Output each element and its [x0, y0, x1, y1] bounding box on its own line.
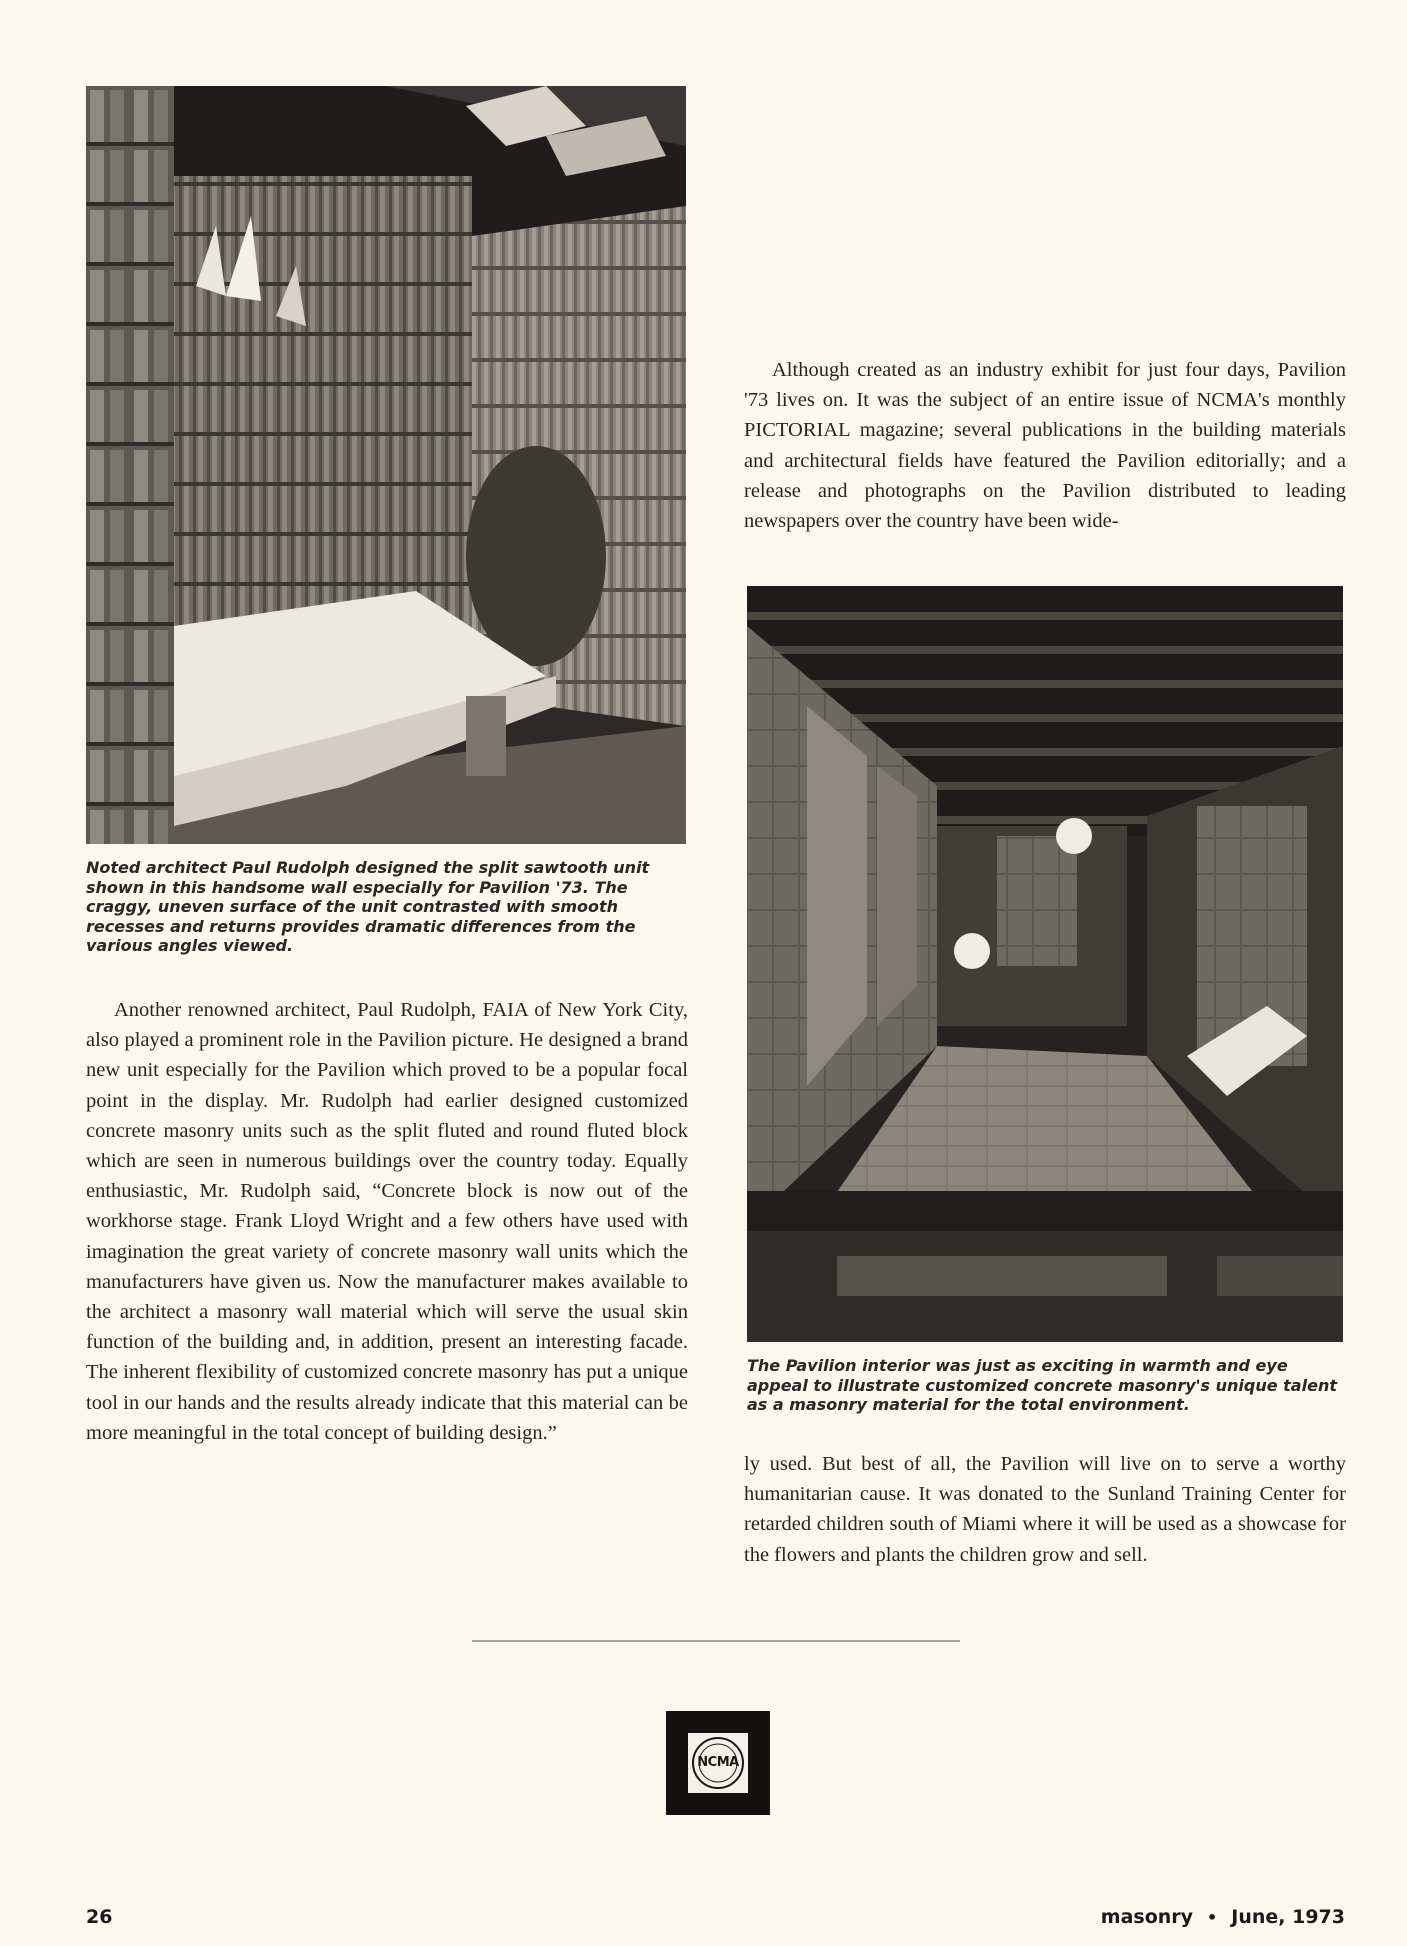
- body-paragraph-humanitarian-cause: ly used. But best of all, the Pavilion will live on to serve a worthy humanitarian cause. It was donated to the Sunland Training Center for retarded children south of Miami where it will be used as a showcase for the flowers and plants the children grow and sell.: [744, 1453, 1346, 1566]
- caption-right-photo: The Pavilion interior was just as exciting in warmth and eye appeal to illustrate customized concrete masonry's unique talent as a masonry material for the total environment.: [747, 1356, 1337, 1414]
- section-divider: [472, 1640, 960, 1642]
- footer-bullet: •: [1207, 1907, 1218, 1927]
- body-paragraph-rudolph: Another renowned architect, Paul Rudolph, FAIA of New York City, also played a prominent role in the Pavilion picture. He designed a brand new unit especially for the Pavilion which proved to be a popular focal point in the display. Mr. Rudolph had earlier designed customized concrete masonry units such as the split fluted and round fluted block which are seen in numerous buildings over the country today. Equally enthusiastic, Mr. Rudolph said, “Concrete block is now out of the workhorse stage. Frank Lloyd Wright and a few others have used with imagination the great variety of concrete masonry wall units which the manufacturers have given us. Now the manufacturer makes available to the architect a masonry wall material which will serve the usual skin function of the building and, in addition, present an interesting facade. The inherent flexibility of customized concrete masonry has put a unique tool in our hands and the results already indicate that this material can be more meaningful in the total concept of building design.”: [86, 999, 688, 1444]
- footer-publication-info: [1101, 1906, 1345, 1928]
- body-paragraph-pavilion-lives-on: Although created as an industry exhibit for just four days, Pavilion '73 lives on. It was the subject of an entire issue of NCMA's monthly PICTORIAL magazine; several publications in the building materials and architectural fields have featured the Pavilion editorially; and a release and photographs on the Pavilion distributed to leading newspapers over the country have been wide-: [744, 359, 1346, 533]
- caption-left-photo: Noted architect Paul Rudolph designed the split sawtooth unit shown in this handsome wall especially for Pavilion '73. The craggy, uneven surface of the unit contrasted with smooth recesses and returns provides dramatic differences from the various angles viewed.: [86, 858, 650, 955]
- photo-sawtooth-wall: [86, 86, 686, 844]
- publication-name: masonry: [1100, 1906, 1194, 1928]
- ncma-seal-icon: [688, 1733, 748, 1793]
- page-number: 26: [86, 1906, 113, 1928]
- photo-pavilion-interior: [747, 586, 1343, 1342]
- logo-text: NCMA: [697, 1755, 739, 1770]
- ncma-logo: [666, 1711, 770, 1815]
- issue-date: June, 1973: [1231, 1906, 1345, 1928]
